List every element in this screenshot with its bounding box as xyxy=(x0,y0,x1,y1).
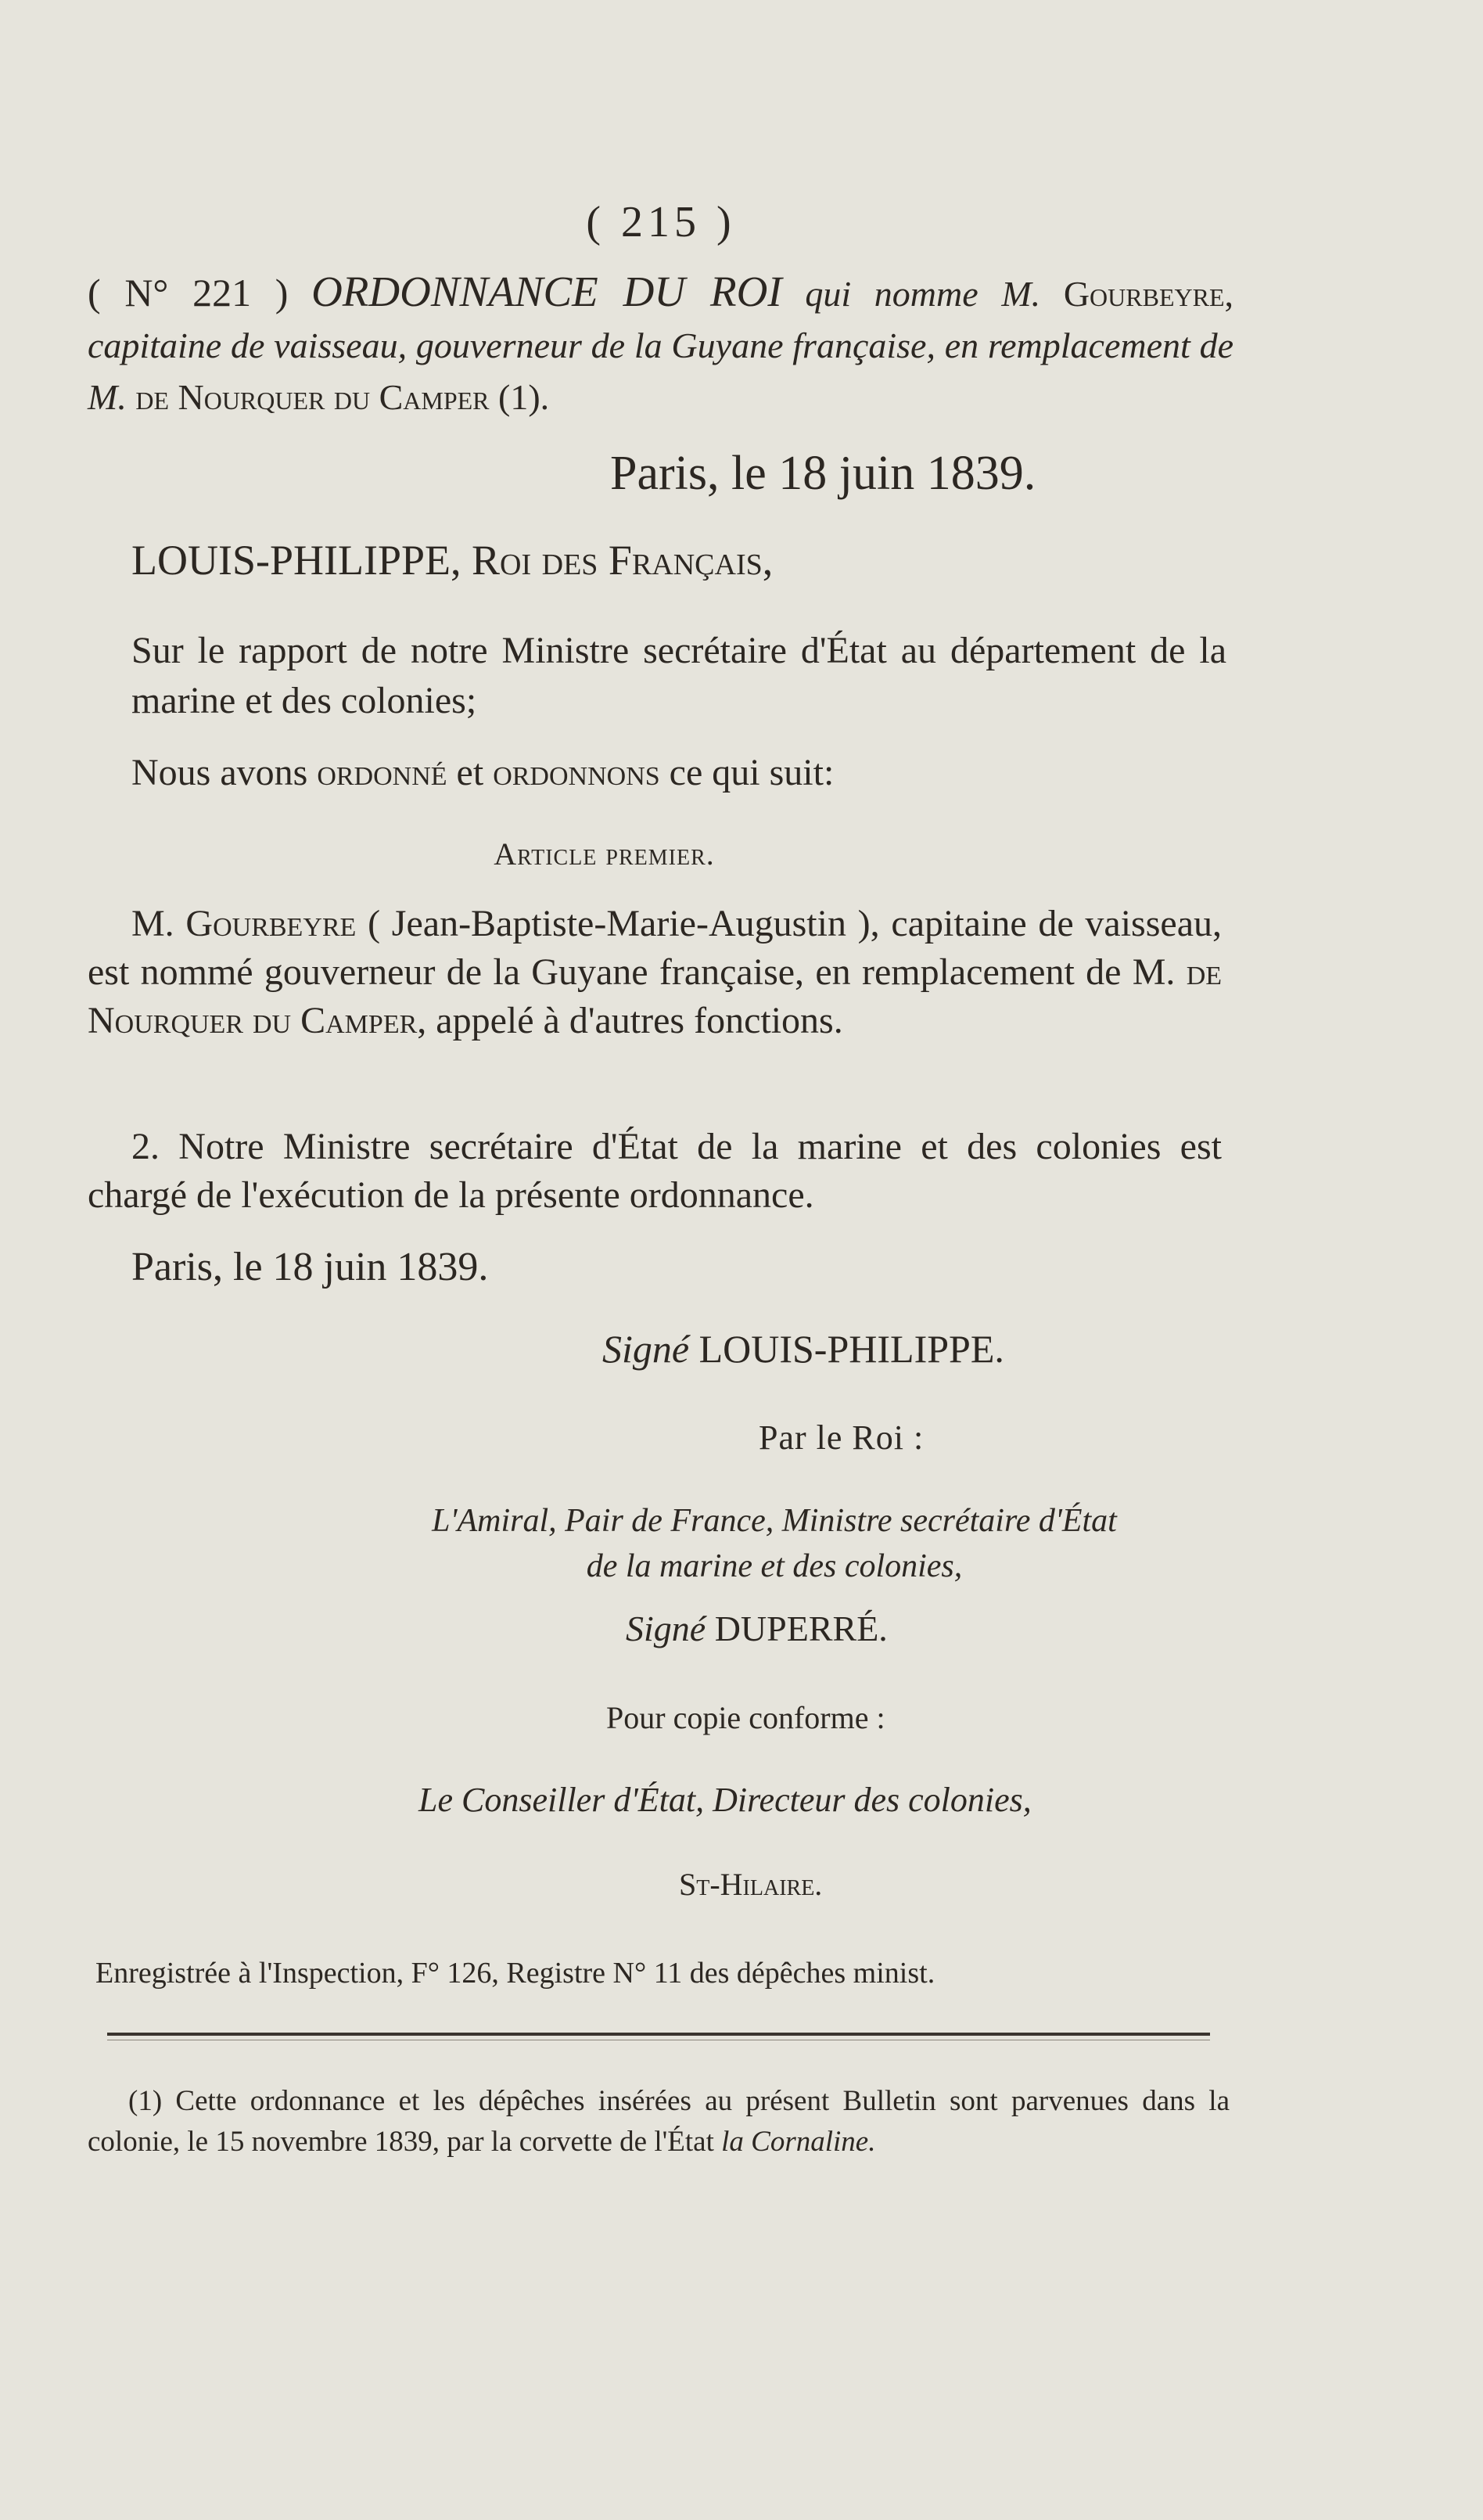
enacting-text-a: Nous avons xyxy=(131,752,308,793)
minister-signe-label: Signé xyxy=(626,1609,706,1648)
page-number: ( 215 ) xyxy=(586,198,736,246)
conseiller-title: Le Conseiller d'État, Directeur des colonies, xyxy=(418,1781,1032,1819)
article-1-text-1: ( Jean-Baptiste-Marie-Augustin ), capitaine de vaisseau, est nommé gouverneur de la Guyane française, en remplacement de M. xyxy=(88,903,1223,993)
king-signe-label: Signé xyxy=(602,1327,690,1371)
footnote-rule xyxy=(107,2033,1210,2036)
article-1-m: M. xyxy=(131,903,174,944)
footnote-ship: la Cornaline. xyxy=(721,2126,876,2158)
king-heading xyxy=(131,536,773,584)
par-le-roi: Par le Roi : xyxy=(759,1418,925,1457)
minister-signature-name: DUPERRÉ. xyxy=(714,1609,888,1648)
st-hilaire-signature: St-Hilaire. xyxy=(679,1867,823,1902)
footnote-text: (1) Cette ordonnance et les dépêches insérées au présent Bulletin sont parvenues dans la colonie, le 15 novembre 1839, par la corvette de l'État xyxy=(88,2085,1230,2158)
registration-note: Enregistrée à l'Inspection, F° 126, Registre N° 11 des dépêches minist. xyxy=(95,1957,935,1990)
king-name: LOUIS-PHILIPPE, xyxy=(131,537,461,584)
enacting-clause xyxy=(131,751,834,794)
title-text-1: qui nomme M. xyxy=(805,274,1041,314)
article-1-name-2: de Nourquer du Camper xyxy=(88,951,1223,1041)
title-footnote-ref: (1). xyxy=(498,377,550,417)
enacting-ordonnons: ordonnons xyxy=(493,752,660,793)
minister-signature xyxy=(626,1608,888,1649)
article-2: 2. Notre Ministre secrétaire d'État de la marine et des colonies est chargé de l'exécution de la présente ordonnance. xyxy=(88,1126,1222,1216)
minister-title xyxy=(321,1498,1228,1589)
king-signature-name: LOUIS-PHILIPPE. xyxy=(698,1327,1004,1371)
article-1-text-2: , appelé à d'autres fonctions. xyxy=(417,1000,843,1041)
enacting-text-e: ce qui suit: xyxy=(669,752,835,793)
footnote xyxy=(88,2081,1230,2162)
ordinance-label: ORDONNANCE DU ROI xyxy=(311,268,782,315)
enacting-ordonne: ordonné xyxy=(317,752,447,793)
king-title: Roi des Français, xyxy=(472,537,774,584)
title-name-nourquer: de Nourquer du Camper xyxy=(135,377,490,417)
title-text-2: capitaine de vaisseau, gouverneur de la Guyane française, en remplacement de M. xyxy=(88,325,1233,417)
pour-copie-conforme: Pour copie conforme : xyxy=(606,1700,885,1735)
preamble-paragraph: Sur le rapport de notre Ministre secrétaire d'État au département de la marine et des colonies; xyxy=(131,630,1226,721)
article-heading: Article premier. xyxy=(494,836,715,872)
minister-title-line-1: L'Amiral, Pair de France, Ministre secrétaire d'État xyxy=(432,1503,1117,1539)
king-signature xyxy=(602,1326,1004,1371)
ordinance-title xyxy=(88,266,1233,423)
minister-title-line-2: de la marine et des colonies, xyxy=(586,1548,963,1584)
article-1-name: Gourbeyre xyxy=(185,903,357,944)
enacting-text-c: et xyxy=(456,752,484,793)
ordinance-number: ( N° 221 ) xyxy=(88,271,289,315)
closing-date: Paris, le 18 juin 1839. xyxy=(131,1245,489,1289)
dateline: Paris, le 18 juin 1839. xyxy=(610,447,1036,500)
article-1 xyxy=(88,900,1222,1045)
title-name-gourbeyre: Gourbeyre, xyxy=(1063,274,1233,314)
